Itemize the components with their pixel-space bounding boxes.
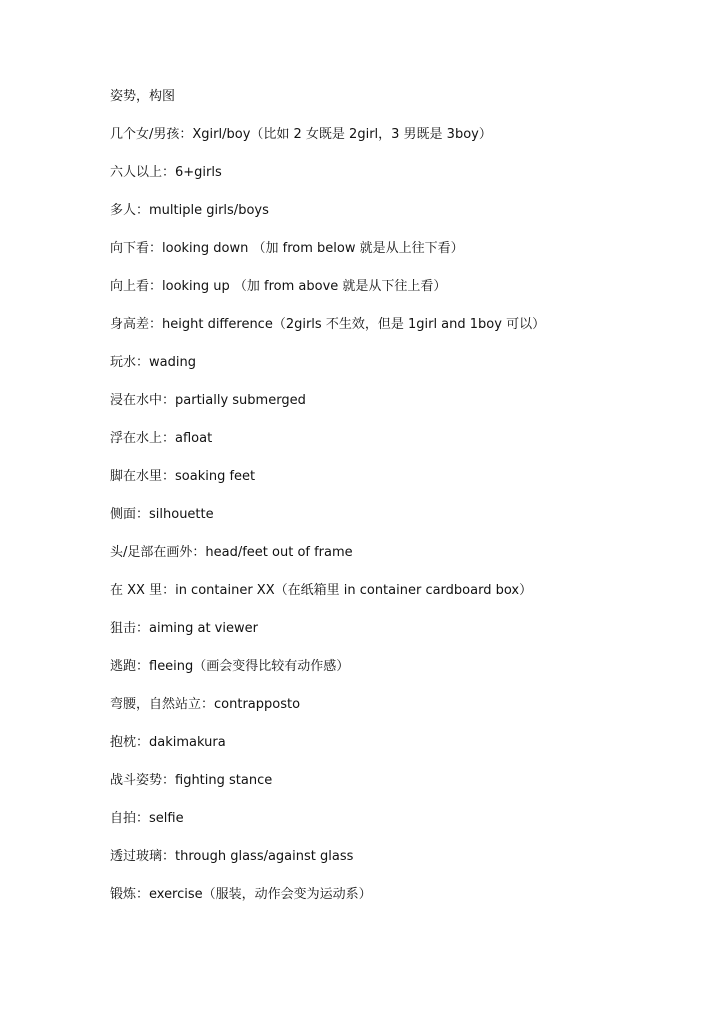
list-item: 头/足部在画外：head/feet out of frame	[110, 545, 353, 560]
list-item: 在 XX 里：in container XX（在纸箱里 in container cardboard box）	[110, 583, 533, 598]
list-item: 脚在水里：soaking feet	[110, 469, 256, 484]
list-item: 身高差：height difference（2girls 不生效，但是 1girl and 1boy 可以）	[110, 317, 546, 332]
list-item: 向上看：looking up （加 from above 就是从下往上看）	[110, 279, 447, 294]
list-item: 透过玻璃：through glass/against glass	[110, 849, 354, 864]
list-item: 锻炼：exercise（服装，动作会变为运动系）	[110, 887, 372, 902]
list-item: 自拍：selfie	[110, 811, 184, 826]
list-item: 六人以上：6+girls	[110, 165, 222, 180]
list-item: 浸在水中：partially submerged	[110, 393, 306, 408]
list-item: 向下看：looking down （加 from below 就是从上往下看）	[110, 241, 464, 256]
list-item: 侧面：silhouette	[110, 507, 214, 522]
document-body	[110, 86, 690, 922]
list-item: 多人：multiple girls/boys	[110, 203, 269, 218]
list-item: 逃跑：fleeing（画会变得比较有动作感）	[110, 659, 350, 674]
section-heading: 姿势，构图	[110, 89, 176, 104]
list-item: 几个女/男孩：Xgirl/boy（比如 2 女既是 2girl，3 男既是 3boy）	[110, 127, 492, 142]
list-item: 玩水：wading	[110, 355, 196, 370]
list-item: 狙击：aiming at viewer	[110, 621, 258, 636]
list-item: 抱枕：dakimakura	[110, 735, 226, 750]
list-item: 弯腰，自然站立：contrapposto	[110, 697, 301, 712]
list-item: 战斗姿势：fighting stance	[110, 773, 273, 788]
list-item: 浮在水上：afloat	[110, 431, 213, 446]
